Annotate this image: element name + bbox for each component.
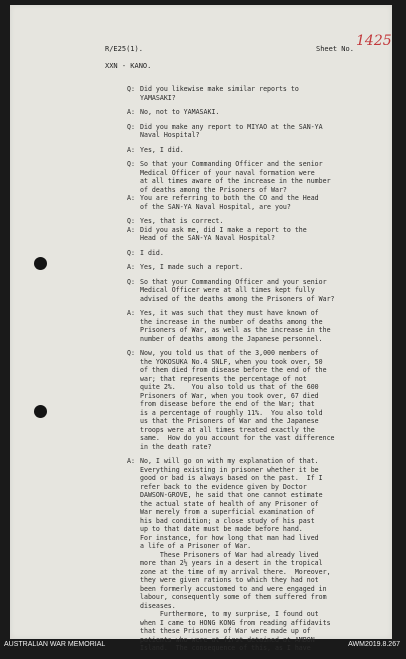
- entry-text: No, not to YAMASAKI.: [140, 108, 220, 116]
- transcript-entry: [127, 160, 386, 194]
- handwritten-sheet-number: 1425: [356, 33, 392, 49]
- speaker-label: Q:: [127, 122, 135, 131]
- entry-text: So that your Commanding Officer and the senior Medical Officer of your naval formation were at all times aware of the increase in the number of deaths among the Prisoners of War?: [140, 160, 331, 194]
- speaker-label: A:: [127, 194, 135, 202]
- transcript-entry: [127, 309, 386, 343]
- speaker-label: A:: [127, 263, 135, 271]
- entry-text: Did you ask me, did I make a report to the Head of the SAN-YA Naval Hospital?: [140, 225, 307, 242]
- punch-hole: [34, 405, 47, 418]
- speaker-label: Q:: [127, 349, 135, 357]
- speaker-label: Q:: [127, 217, 135, 225]
- transcript-entry: [127, 85, 386, 102]
- entry-text: No, I will go on with my explanation of that. Everything existing in prisoner whether it be good or bad is always based on the past. If I refer back to the evidence given by Doctor DAWSON-GROVE, he said that one cannot estimate the actual state of health of any Prisoner of War merely from a superficial examination of his bad condition; a close study of his past up to that date must be made before hand. For instance, for how long that man had lived a life of a Prisoner of War. These Prisoners of War had already lived more than 2½ years in a desert in the tropical zone at the time of my arrival there. Moreover, they were given rations to which they had not been formerly accustomed to and were engaged in labour, consequently some of them suffered from diseases. Furthermore, to my surprise, I found out when I came to HONG KONG from reading affidavits that these Prisoners of War were made up of patients who were at first detained at AMBON Island. The consequence of this, as I have: [140, 457, 331, 652]
- speaker-label: A:: [127, 309, 135, 317]
- entry-text: Yes, I made such a report.: [140, 263, 244, 271]
- speaker-label: A:: [127, 145, 135, 154]
- transcript-entry: [127, 122, 386, 140]
- speaker-label: A:: [127, 457, 135, 465]
- entry-text: Did you likewise make similar reports to YAMASAKI?: [140, 85, 299, 102]
- speaker-label: Q:: [127, 160, 135, 168]
- transcript-entry: [127, 194, 386, 211]
- entry-text: You are referring to both the CO and the Head of the SAN-YA Naval Hospital, are you?: [140, 194, 319, 211]
- speaker-label: Q:: [127, 85, 135, 93]
- punch-hole: [34, 257, 47, 270]
- speaker-label: Q:: [127, 277, 135, 286]
- speaker-label: A:: [127, 108, 135, 116]
- transcript-entry: [127, 263, 386, 272]
- speaker-label: Q:: [127, 248, 135, 257]
- entry-text: So that your Commanding Officer and your senior Medical Officer were at all times kept fully advised of the deaths among the Prisoners of War?: [140, 277, 335, 303]
- entry-text: Did you make any report to MIYAO at the SAN-YA Naval Hospital?: [140, 122, 323, 139]
- archive-id: AWM2019.8.267: [348, 641, 400, 648]
- transcript-entry: [127, 277, 386, 304]
- entry-text: Yes, I did.: [140, 145, 184, 154]
- transcript-entry: [127, 225, 386, 243]
- entry-text: Yes, it was such that they must have known of the increase in the number of deaths among the Prisoners of War, as well as the increase in the number of deaths among the Japanese personnel.: [140, 309, 331, 343]
- entry-text: Now, you told us that of the 3,000 members of the YOKOSUKA No.4 SNLF, when you took over, 50 of them died from disease before the end of the war; that represents the percentage of not quite 2%. You also told us that of the 600 Prisoners of War, when you took over, 67 died from disease before the end of the War; that is a percentage of roughly 11%. You also told us that the Prisoners of War and the Japanese troops were at all times treated exactly the same. How do you account for the vast difference in the death rate?: [140, 349, 335, 451]
- transcript-entry: [127, 248, 386, 258]
- file-reference: R/E25(1).: [105, 45, 143, 53]
- entry-text: Yes, that is correct.: [140, 217, 224, 225]
- transcript-entry: [127, 349, 386, 451]
- examination-heading: XXN - KANO.: [105, 62, 152, 70]
- transcript-body: [127, 85, 386, 659]
- speaker-label: A:: [127, 225, 135, 234]
- archive-name: AUSTRALIAN WAR MEMORIAL: [4, 641, 106, 648]
- footer-bar: [0, 641, 406, 653]
- transcript-entry: [127, 457, 386, 653]
- entry-text: I did.: [140, 248, 164, 257]
- transcript-entry: [127, 145, 386, 155]
- transcript-entry: [127, 217, 386, 226]
- sheet-label: Sheet No.: [316, 45, 354, 53]
- transcript-entry: [127, 108, 386, 117]
